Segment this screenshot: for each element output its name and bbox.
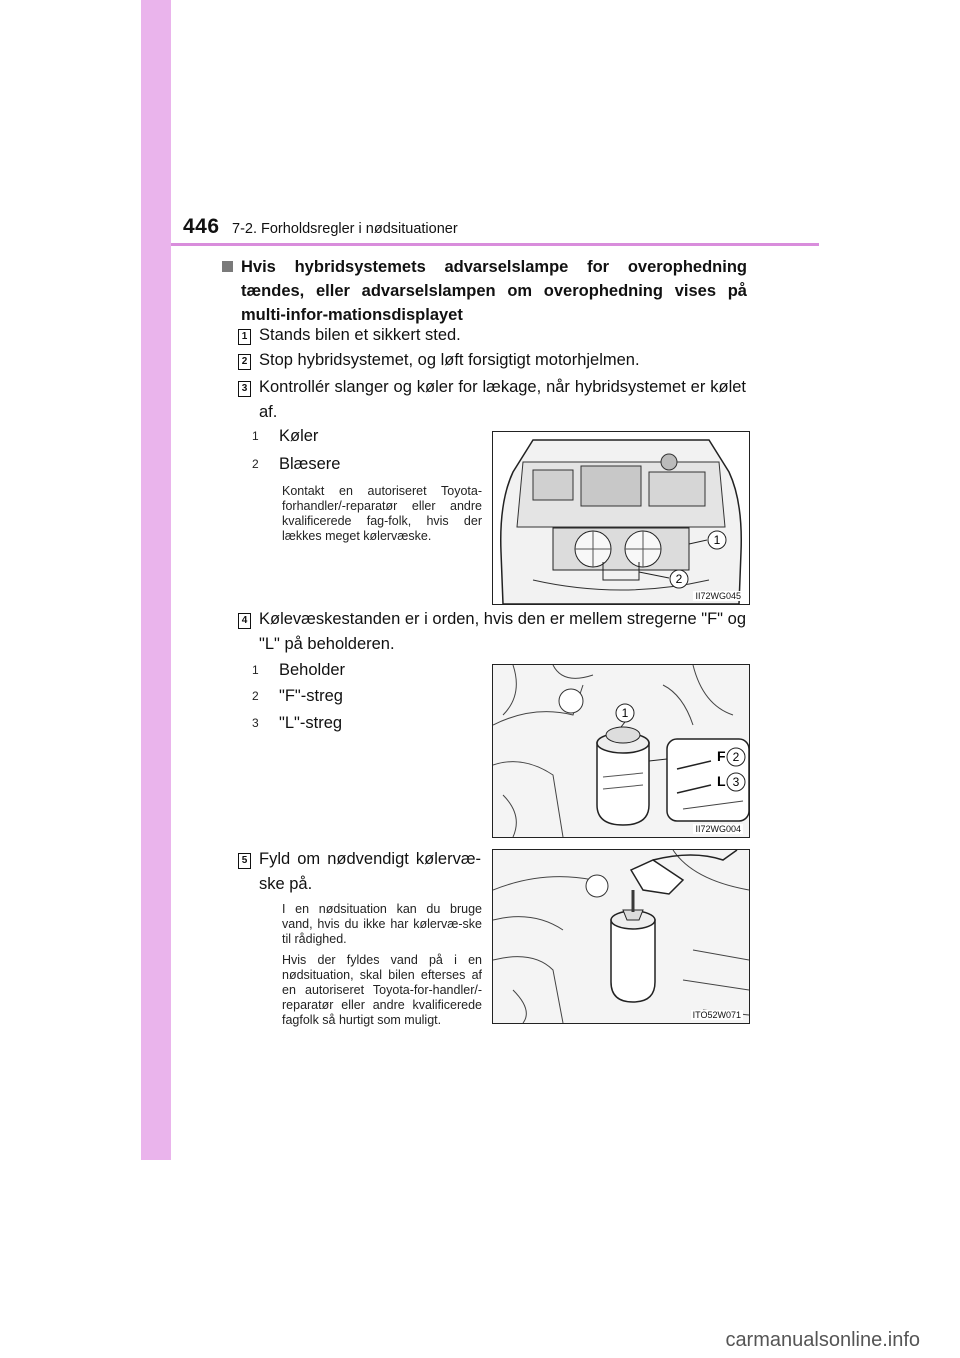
square-bullet-icon <box>222 261 233 272</box>
header-divider <box>171 243 819 246</box>
reservoir-illustration <box>493 665 749 837</box>
callout-item <box>252 687 343 706</box>
step-text: Fyld om nødvendigt kølervæ-ske på. <box>259 850 481 893</box>
fl-marker-letter: F <box>717 748 726 764</box>
figure-coolant-reservoir <box>492 664 750 838</box>
chapter-title: 7-2. Forholdsregler i nødsituationer <box>232 221 458 237</box>
figure-marker: 1 <box>713 533 721 547</box>
step-text: Stop hybridsystemet, og løft forsigtigt motorhjelmen. <box>259 351 640 369</box>
step-number-badge: 1 <box>238 329 251 345</box>
figure-marker: 1 <box>621 706 629 720</box>
step-text: Stands bilen et sikkert sted. <box>259 326 461 344</box>
section-heading-text: Hvis hybridsystemets advarselslampe for overophedning tændes, eller advarselslampen om overophedning vises på multi-infor-mationsdisplayet <box>241 258 747 324</box>
step-number-badge: 4 <box>238 613 251 629</box>
callout-label: Køler <box>279 427 319 445</box>
figure-marker: 3 <box>732 775 740 789</box>
figure-radiator-fans <box>492 431 750 605</box>
section-heading <box>222 255 747 327</box>
figure3-notes <box>282 902 482 1034</box>
figure-code: II72WG004 <box>695 824 741 834</box>
figure1-note: Kontakt en autoriseret Toyota-forhandler/-reparatør eller andre kvalificerede fag-folk, hvis der lækkes meget kølervæske. <box>282 484 482 543</box>
figure-filling-coolant <box>492 849 750 1024</box>
step-number-badge: 3 <box>238 381 251 397</box>
step-number-badge: 2 <box>238 354 251 370</box>
callout-number: 1 <box>252 663 259 677</box>
page-number: 446 <box>183 215 220 238</box>
callout-number: 2 <box>252 689 259 703</box>
engine-bay-illustration <box>493 432 749 604</box>
callout-item <box>252 661 346 680</box>
filling-illustration <box>493 850 749 1023</box>
callout-item <box>252 427 319 446</box>
note-paragraph: I en nødsituation kan du bruge vand, hvis du ikke har kølervæ-ske til rådighed. <box>282 902 482 946</box>
callout-number: 1 <box>252 429 259 443</box>
callout-label: "F"-streg <box>279 687 343 705</box>
figure-code: ITO52W071 <box>692 1010 741 1020</box>
fl-marker-letter: L <box>717 773 726 789</box>
step-text: Kontrollér slanger og køler for lækage, når hybridsystemet er kølet af. <box>259 378 746 421</box>
note-paragraph: Hvis der fyldes vand på i en nødsituation, skal bilen efterses af en autoriseret Toyota-for-handler/-reparatør eller andre kvalificerede fagfolk så hurtigt som muligt. <box>282 953 482 1027</box>
figure-marker: 2 <box>732 750 740 764</box>
step-text: Kølevæskestanden er i orden, hvis den er mellem stregerne "F" og "L" på beholderen. <box>259 610 746 653</box>
callout-number: 2 <box>252 457 259 471</box>
callout-number: 3 <box>252 716 259 730</box>
callout-item <box>252 455 341 474</box>
chapter-side-tab <box>141 0 171 1160</box>
watermark-text: carmanualsonline.info <box>725 1329 920 1351</box>
callout-item <box>252 714 343 733</box>
step-number-badge: 5 <box>238 853 251 869</box>
figure-code: II72WG045 <box>695 591 741 601</box>
callout-label: "L"-streg <box>279 714 343 732</box>
callout-label: Blæsere <box>279 455 341 473</box>
callout-label: Beholder <box>279 661 346 679</box>
figure-marker: 2 <box>675 572 683 586</box>
